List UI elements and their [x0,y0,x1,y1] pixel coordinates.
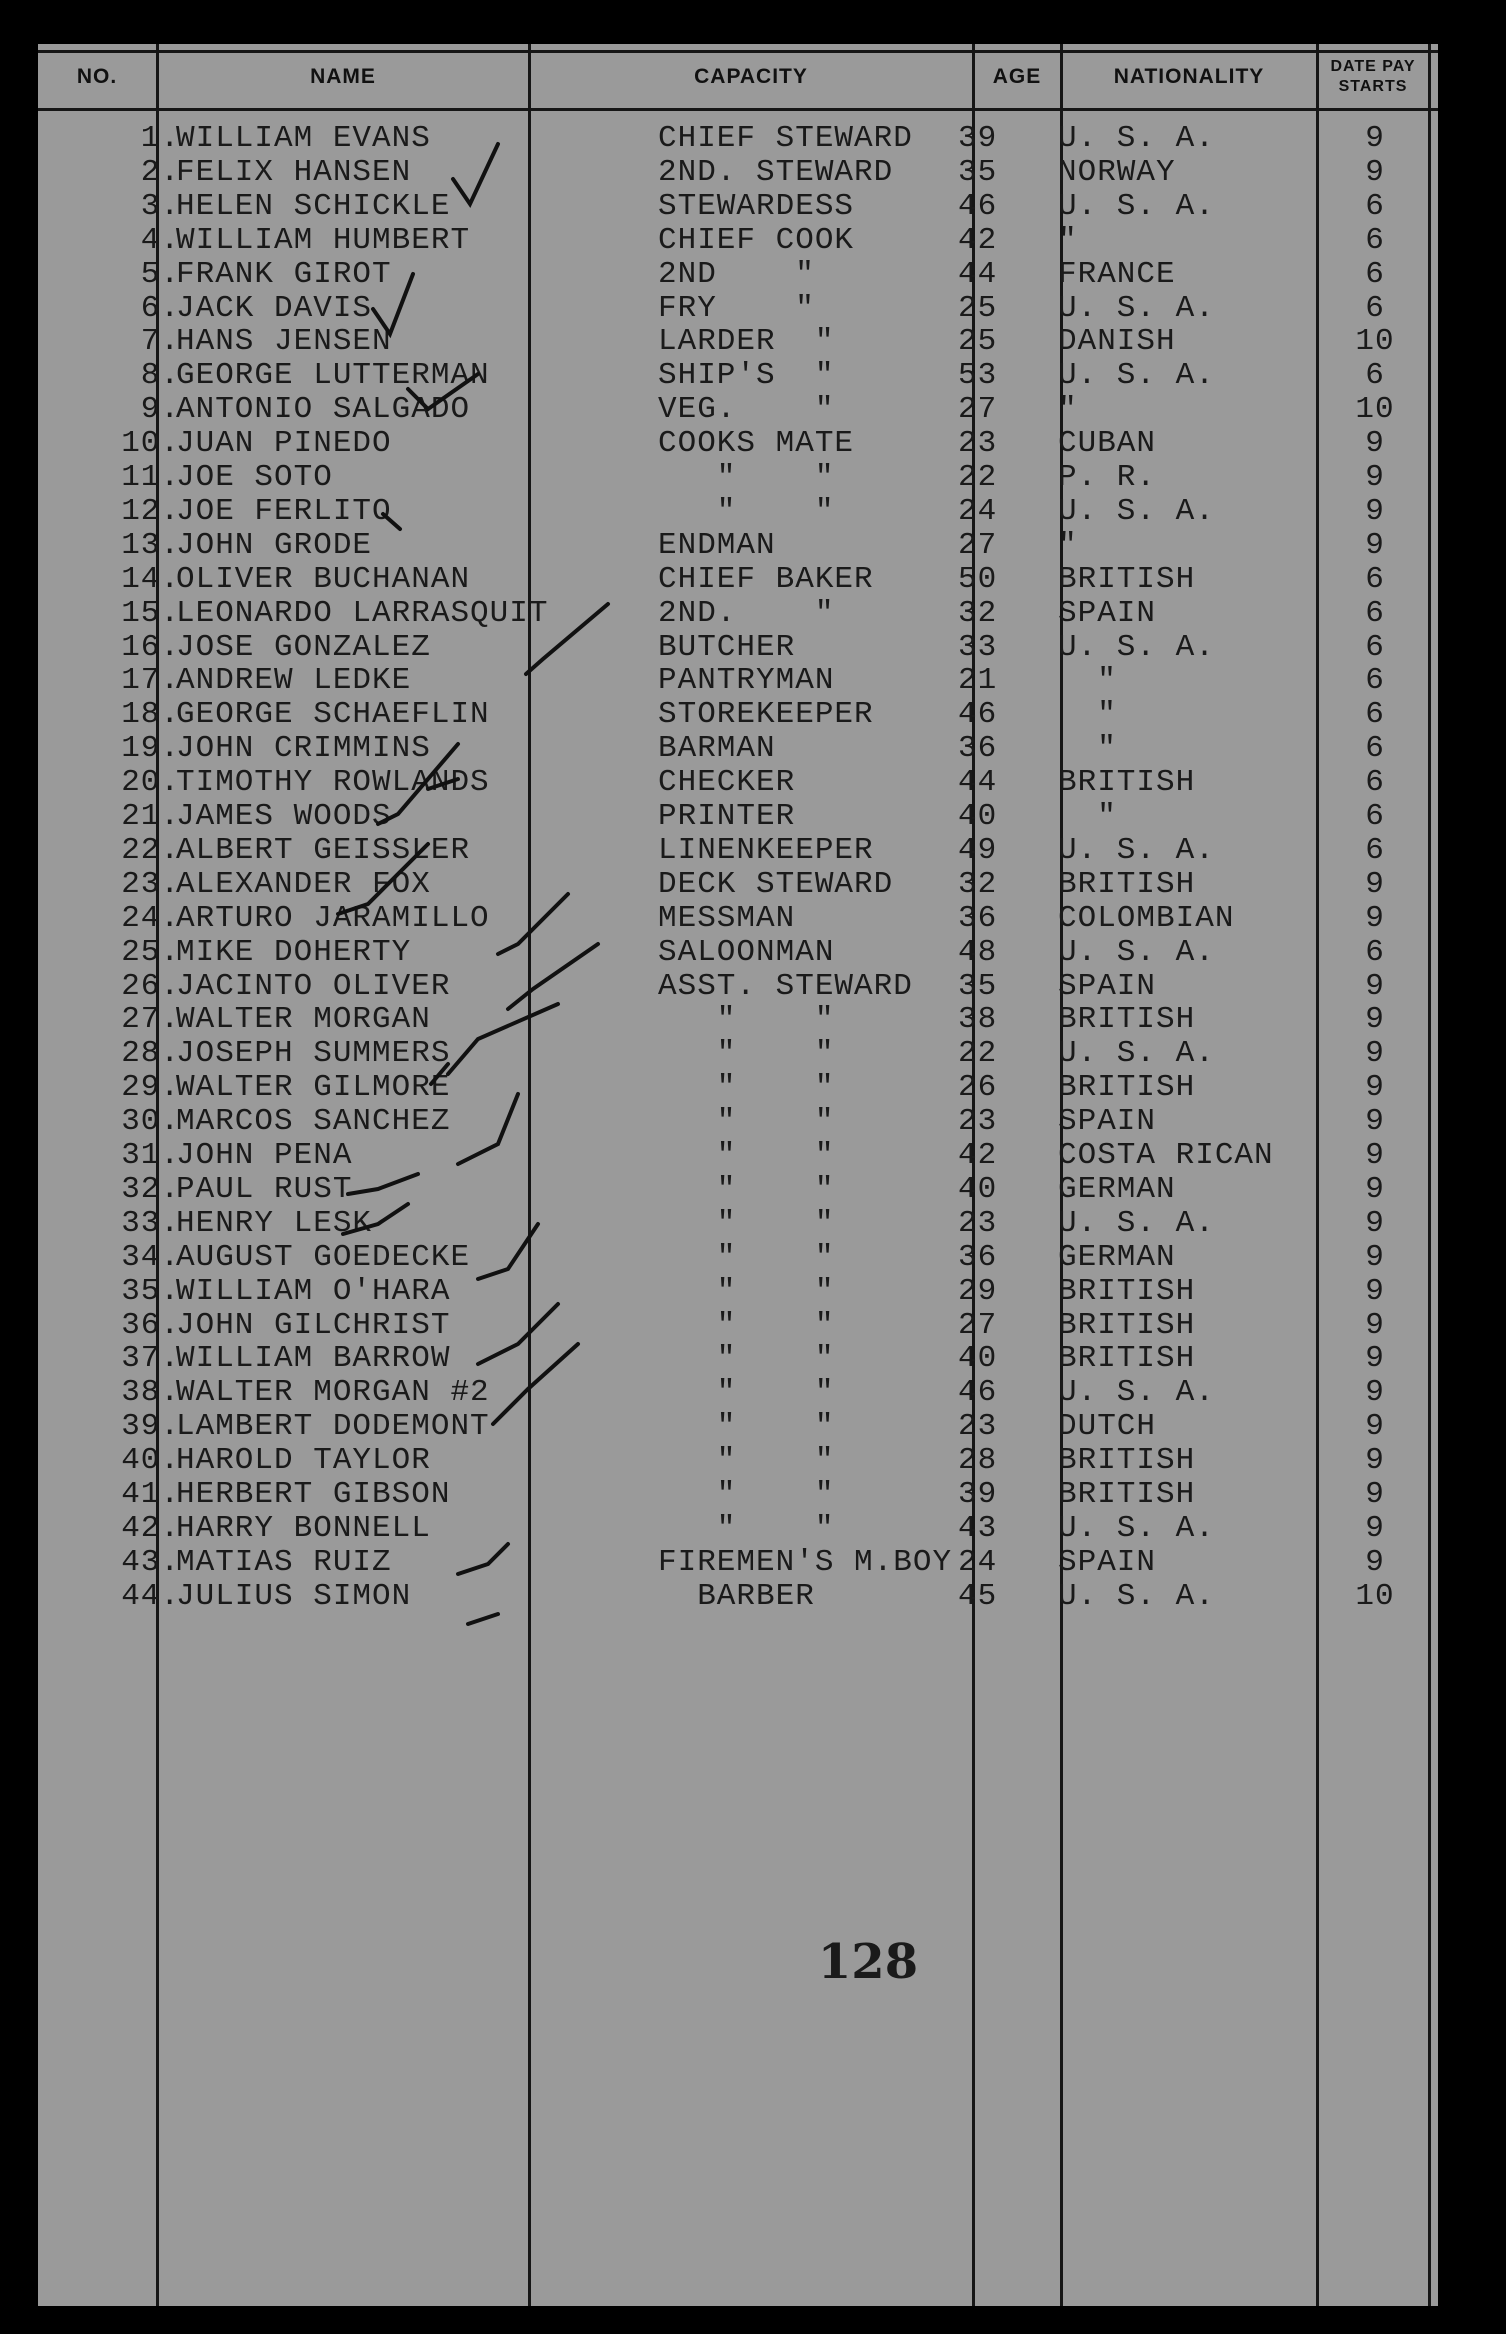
crew-age: 46 [958,188,998,224]
crew-nationality: SPAIN [1058,1104,1157,1140]
crew-capacity: STOREKEEPER [658,697,874,733]
crew-age: 23 [958,426,998,462]
crew-capacity: " " [658,460,835,495]
date-pay-starts: 9 [1365,1307,1385,1343]
row-number: 24. [121,900,180,936]
row-number: 35. [121,1273,180,1309]
crew-age: 23 [958,1205,998,1241]
crew-capacity: CHIEF BAKER [658,561,874,597]
crew-capacity: " " [658,1375,835,1411]
crew-age: 40 [958,1341,998,1377]
crew-name: HAROLD TAYLOR [176,1443,431,1479]
date-pay-starts: 9 [1365,1239,1385,1275]
crew-name: HARRY BONNELL [176,1510,431,1546]
row-number: 32. [121,1171,180,1207]
crew-capacity: " " [658,1070,835,1106]
crew-capacity: LARDER " [658,324,835,360]
crew-name: ALBERT GEISSLER [176,832,471,868]
row-number: 3. [140,188,180,224]
date-pay-starts: 6 [1365,663,1385,699]
crew-name: WILLIAM HUMBERT [176,222,471,258]
crew-name: HELEN SCHICKLE [176,188,451,224]
date-pay-starts: 9 [1365,121,1385,156]
date-pay-starts: 9 [1365,1171,1385,1207]
row-number: 38. [121,1375,180,1411]
crew-capacity: SALOONMAN [658,934,835,970]
crew-nationality: SPAIN [1058,968,1157,1004]
crew-capacity: FIREMEN'S M.BOY [658,1544,953,1580]
crew-age: 32 [958,866,998,902]
crew-nationality: U. S. A. [1058,358,1215,394]
date-pay-starts: 6 [1365,832,1385,868]
crew-name: JACK DAVIS [176,290,373,326]
crew-name: JOHN CRIMMINS [176,731,431,767]
crew-age: 44 [958,256,998,292]
crew-nationality: U. S. A. [1058,1375,1215,1411]
crew-nationality: FRANCE [1058,256,1176,292]
date-pay-starts: 9 [1365,866,1385,902]
crew-capacity: CHIEF COOK [658,222,855,258]
crew-name: WILLIAM O'HARA [176,1273,451,1309]
crew-capacity: " " [658,1036,835,1072]
row-number: 9. [140,392,180,428]
crew-capacity: DECK STEWARD [658,866,894,902]
crew-name: FRANK GIROT [176,256,392,292]
crew-name: TIMOTHY ROWLANDS [176,765,490,801]
crew-nationality: U. S. A. [1058,493,1215,529]
row-number: 37. [121,1341,180,1377]
row-number: 6. [140,290,180,326]
crew-nationality: DUTCH [1058,1409,1157,1445]
row-number: 41. [121,1477,180,1512]
crew-age: 46 [958,1375,998,1411]
crew-nationality: " [1058,731,1117,767]
crew-capacity: CHECKER [658,765,796,801]
crew-name: JOSEPH SUMMERS [176,1036,451,1072]
row-number: 5. [140,256,180,292]
date-pay-starts: 9 [1365,1036,1385,1072]
date-pay-starts: 6 [1365,358,1385,394]
crew-capacity: " " [658,1510,835,1546]
date-pay-starts: 9 [1365,1273,1385,1309]
crew-nationality: U. S. A. [1058,629,1215,665]
crew-name: JUAN PINEDO [176,426,392,462]
crew-age: 21 [958,663,998,699]
date-pay-starts: 9 [1365,426,1385,462]
crew-capacity: MESSMAN [658,900,796,936]
crew-name: LEONARDO LARRASQUIT [176,595,549,631]
row-number: 16. [121,629,180,665]
date-pay-starts: 9 [1365,900,1385,936]
row-number: 40. [121,1443,180,1479]
row-number: 7. [140,324,180,360]
date-pay-starts: 9 [1365,1477,1385,1512]
crew-capacity: 2ND " [658,256,815,292]
crew-age: 27 [958,527,998,563]
date-pay-starts: 6 [1365,799,1385,834]
row-number: 42. [121,1510,180,1546]
row-number: 30. [121,1104,180,1140]
crew-age: 36 [958,900,998,936]
date-pay-starts: 9 [1365,1510,1385,1546]
crew-capacity: STEWARDESS [658,188,855,224]
crew-age: 27 [958,392,998,428]
header-capacity: CAPACITY [694,65,808,88]
crew-capacity: BUTCHER [658,629,796,665]
crew-capacity: BARBER [658,1578,815,1614]
crew-capacity: " " [658,1239,835,1275]
crew-age: 35 [958,154,998,190]
crew-name: MATIAS RUIZ [176,1544,392,1580]
date-pay-starts: 9 [1365,1138,1385,1173]
date-pay-starts: 9 [1365,1375,1385,1411]
row-number: 21. [121,799,180,834]
row-number: 23. [121,866,180,902]
date-pay-starts: 9 [1365,527,1385,563]
row-number: 43. [121,1544,180,1580]
crew-age: 24 [958,1544,998,1580]
row-number: 28. [121,1036,180,1072]
crew-age: 42 [958,1138,998,1173]
date-pay-starts: 9 [1365,1443,1385,1479]
crew-age: 25 [958,324,998,360]
crew-name: WALTER GILMORE [176,1070,451,1106]
crew-name: WALTER MORGAN #2 [176,1375,490,1411]
crew-age: 40 [958,1171,998,1207]
crew-age: 29 [958,1273,998,1309]
crew-name: JOSE GONZALEZ [176,629,431,665]
crew-age: 36 [958,1239,998,1275]
crew-age: 46 [958,697,998,733]
crew-age: 32 [958,595,998,631]
date-pay-starts: 6 [1365,256,1385,292]
crew-nationality: CUBAN [1058,426,1157,462]
row-number: 4. [140,222,180,258]
date-pay-starts: 6 [1365,731,1385,767]
row-number: 26. [121,968,180,1004]
crew-capacity: ASST. STEWARD [658,968,913,1004]
crew-nationality: BRITISH [1058,1443,1196,1479]
crew-capacity: " " [658,1443,835,1479]
row-number: 20. [121,765,180,801]
crew-name: ARTURO JARAMILLO [176,900,490,936]
date-pay-starts: 9 [1365,1104,1385,1140]
date-pay-starts: 9 [1365,460,1385,495]
crew-name: JOHN PENA [176,1138,353,1173]
date-pay-starts: 10 [1355,392,1395,428]
crew-age: 50 [958,561,998,597]
manifest-sheet [38,44,1438,2306]
crew-name: AUGUST GOEDECKE [176,1239,471,1275]
crew-age: 45 [958,1578,998,1614]
crew-name: HANS JENSEN [176,324,392,360]
crew-name: ALEXANDER FOX [176,866,431,902]
row-number: 15. [121,595,180,631]
date-pay-starts: 10 [1355,1578,1395,1614]
crew-nationality: GERMAN [1058,1239,1176,1275]
crew-capacity: PRINTER [658,799,796,834]
crew-nationality: U. S. A. [1058,188,1215,224]
crew-age: 36 [958,731,998,767]
row-number: 17. [121,663,180,699]
crew-age: 49 [958,832,998,868]
header-age: AGE [992,65,1042,88]
row-number: 18. [121,697,180,733]
header-nationality: NATIONALITY [1113,65,1265,88]
row-number: 2. [140,154,180,190]
row-number: 19. [121,731,180,767]
crew-age: 28 [958,1443,998,1479]
date-pay-starts: 9 [1365,1002,1385,1038]
header-no: NO. [76,65,118,88]
date-pay-starts: 6 [1365,188,1385,224]
crew-age: 43 [958,1510,998,1546]
crew-name: WILLIAM EVANS [176,121,431,156]
crew-capacity: ENDMAN [658,527,776,563]
crew-age: 40 [958,799,998,834]
row-number: 29. [121,1070,180,1106]
crew-nationality: " [1058,527,1078,563]
crew-age: 48 [958,934,998,970]
crew-name: OLIVER BUCHANAN [176,561,471,597]
crew-nationality: DANISH [1058,324,1176,360]
handwritten-check-marks [38,44,1438,2306]
crew-nationality: " [1058,392,1078,428]
crew-age: 25 [958,290,998,326]
crew-name: JOE SOTO [176,460,333,495]
crew-name: JACINTO OLIVER [176,968,451,1004]
crew-name: GEORGE SCHAEFLIN [176,697,490,733]
crew-age: 27 [958,1307,998,1343]
crew-name: FELIX HANSEN [176,154,412,190]
crew-capacity: FRY " [658,290,815,326]
date-pay-starts: 9 [1365,968,1385,1004]
row-number: 22. [121,832,180,868]
crew-nationality: BRITISH [1058,1307,1196,1343]
crew-name: MARCOS SANCHEZ [176,1104,451,1140]
crew-capacity: " " [658,1307,835,1343]
crew-age: 33 [958,629,998,665]
crew-name: JOHN GILCHRIST [176,1307,451,1343]
crew-age: 39 [958,1477,998,1512]
date-pay-starts: 9 [1365,493,1385,529]
crew-nationality: U. S. A. [1058,121,1215,156]
row-number: 11. [121,460,180,495]
crew-capacity: VEG. " [658,392,835,428]
crew-capacity: " " [658,1341,835,1377]
date-pay-starts: 9 [1365,1341,1385,1377]
crew-age: 35 [958,968,998,1004]
header-date-pay-starts: DATE PAY STARTS [1330,58,1416,95]
crew-name: JOE FERLITO [176,493,392,529]
date-pay-starts: 9 [1365,1070,1385,1106]
row-number: 36. [121,1307,180,1343]
crew-age: 53 [958,358,998,394]
crew-capacity: " " [658,1477,835,1512]
crew-name: WILLIAM BARROW [176,1341,451,1377]
crew-nationality: U. S. A. [1058,290,1215,326]
crew-nationality: U. S. A. [1058,1578,1215,1614]
crew-nationality: COLOMBIAN [1058,900,1235,936]
row-number: 33. [121,1205,180,1241]
crew-nationality: BRITISH [1058,1341,1196,1377]
crew-name: PAUL RUST [176,1171,353,1207]
crew-nationality: " [1058,697,1117,733]
date-pay-starts: 9 [1365,1409,1385,1445]
crew-nationality: U. S. A. [1058,1510,1215,1546]
crew-name: ANTONIO SALGADO [176,392,471,428]
row-number: 31. [121,1138,180,1173]
crew-age: 38 [958,1002,998,1038]
crew-nationality: BRITISH [1058,1002,1196,1038]
date-pay-starts: 10 [1355,324,1395,360]
crew-name: HERBERT GIBSON [176,1477,451,1512]
crew-capacity: " " [658,1205,835,1241]
crew-name: ANDREW LEDKE [176,663,412,699]
crew-age: 23 [958,1104,998,1140]
crew-nationality: GERMAN [1058,1171,1176,1207]
crew-nationality: " [1058,663,1117,699]
crew-capacity: BARMAN [658,731,776,767]
crew-nationality: BRITISH [1058,866,1196,902]
row-number: 27. [121,1002,180,1038]
crew-capacity: " " [658,1171,835,1207]
crew-nationality: BRITISH [1058,765,1196,801]
crew-name: JOHN GRODE [176,527,373,563]
crew-age: 26 [958,1070,998,1106]
crew-nationality: BRITISH [1058,1070,1196,1106]
row-number: 14. [121,561,180,597]
crew-capacity: SHIP'S " [658,358,835,394]
crew-name: MIKE DOHERTY [176,934,412,970]
crew-name: JAMES WOODS [176,799,392,834]
date-pay-starts: 6 [1365,629,1385,665]
crew-nationality: NORWAY [1058,154,1176,190]
crew-age: 22 [958,1036,998,1072]
crew-nationality: SPAIN [1058,595,1157,631]
crew-capacity: LINENKEEPER [658,832,874,868]
crew-age: 22 [958,460,998,495]
crew-capacity: COOKS MATE [658,426,855,462]
date-pay-starts: 6 [1365,765,1385,801]
crew-capacity: " " [658,1104,835,1140]
date-pay-starts: 6 [1365,222,1385,258]
date-pay-starts: 6 [1365,697,1385,733]
crew-name: JULIUS SIMON [176,1578,412,1614]
date-pay-starts: 9 [1365,1205,1385,1241]
crew-age: 42 [958,222,998,258]
crew-nationality: COSTA RICAN [1058,1138,1274,1173]
crew-name: HENRY LESK [176,1205,373,1241]
crew-name: LAMBERT DODEMONT [176,1409,490,1445]
crew-nationality: U. S. A. [1058,934,1215,970]
row-number: 44. [121,1578,180,1614]
date-pay-starts: 6 [1365,934,1385,970]
header-name: NAME [310,65,376,88]
page-number: 128 [817,1934,919,1990]
crew-nationality: BRITISH [1058,1273,1196,1309]
crew-nationality: P. R. [1058,460,1157,495]
crew-capacity: " " [658,1138,835,1173]
row-number: 34. [121,1239,180,1275]
date-pay-starts: 6 [1365,561,1385,597]
row-number: 25. [121,934,180,970]
crew-age: 24 [958,493,998,529]
crew-nationality: U. S. A. [1058,832,1215,868]
crew-nationality: U. S. A. [1058,1036,1215,1072]
crew-capacity: 2ND. " [658,595,835,631]
crew-nationality: " [1058,222,1078,258]
crew-nationality: SPAIN [1058,1544,1157,1580]
row-number: 8. [140,358,180,394]
date-pay-starts: 6 [1365,290,1385,326]
crew-nationality: BRITISH [1058,561,1196,597]
row-number: 1. [140,121,180,156]
crew-capacity: 2ND. STEWARD [658,154,894,190]
crew-age: 23 [958,1409,998,1445]
crew-nationality: BRITISH [1058,1477,1196,1512]
crew-capacity: CHIEF STEWARD [658,121,913,156]
row-number: 13. [121,527,180,563]
crew-age: 44 [958,765,998,801]
row-number: 10. [121,426,180,462]
crew-capacity: " " [658,493,835,529]
crew-capacity: " " [658,1409,835,1445]
crew-age: 39 [958,121,998,156]
crew-nationality: " [1058,799,1117,834]
row-number: 39. [121,1409,180,1445]
date-pay-starts: 6 [1365,595,1385,631]
crew-capacity: PANTRYMAN [658,663,835,699]
date-pay-starts: 9 [1365,1544,1385,1580]
crew-capacity: " " [658,1002,835,1038]
crew-name: WALTER MORGAN [176,1002,431,1038]
date-pay-starts: 9 [1365,154,1385,190]
crew-name: GEORGE LUTTERMAN [176,358,490,394]
crew-nationality: U. S. A. [1058,1205,1215,1241]
crew-capacity: " " [658,1273,835,1309]
row-number: 12. [121,493,180,529]
